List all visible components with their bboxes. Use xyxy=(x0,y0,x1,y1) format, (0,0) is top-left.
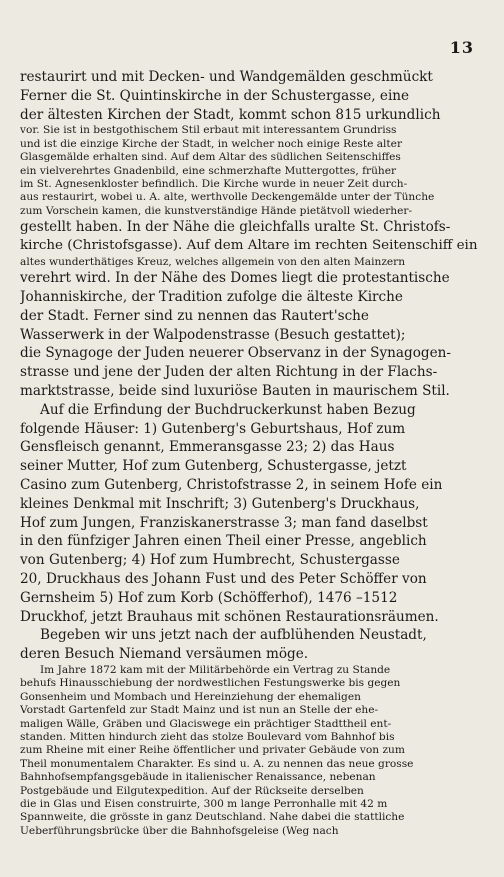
text-line: strasse und jene der Juden der alten Richtung in der Flachs- xyxy=(20,364,438,381)
text-line: die Synagoge der Juden neuerer Observanz in der Synagogen- xyxy=(20,345,451,362)
text-line: Casino zum Gutenberg, Christofstrasse 2, in seinem Hofe ein xyxy=(20,477,443,493)
text-line: Johanniskirche, der Tradition zufolge die älteste Kirche xyxy=(20,289,403,306)
text-line: aus restaurirt, wobei u. A. alte, werthvolle Deckengemälde unter der Tünche xyxy=(20,191,435,204)
page-number: 13 xyxy=(449,38,474,57)
text-line: 20, Druckhaus des Johann Fust und des Peter Schöffer von xyxy=(20,570,427,587)
text-line: der ältesten Kirchen der Stadt, kommt schon 815 urkundlich xyxy=(20,106,441,123)
text-line: im St. Agnesenkloster befindlich. Die Kirche wurde in neuer Zeit durch- xyxy=(20,178,408,191)
text-line: Bahnhofsempfangsgebäude in italienischer Renaissance, nebenan xyxy=(20,771,376,784)
text-line: Druckhof, jetzt Brauhaus mit schönen Restaurationsräumen. xyxy=(20,608,439,625)
text-line: marktstrasse, beide sind luxuriöse Bauten in maurischem Stil. xyxy=(20,383,450,400)
text-line: die in Glas und Eisen construirte, 300 m lange Perronhalle mit 42 m xyxy=(20,798,388,811)
text-line: ein vielverehrtes Gnadenbild, eine schmerzhafte Muttergottes, früher xyxy=(20,164,397,177)
text-line: seiner Mutter, Hof zum Gutenberg, Schustergasse, jetzt xyxy=(20,458,407,475)
text-line: Begeben wir uns jetzt nach der aufblühenden Neustadt, xyxy=(40,627,427,644)
text-line: verehrt wird. In der Nähe des Domes liegt die protestantische xyxy=(20,270,450,287)
text-line: zum Vorschein kamen, die kunstverständige Hände pietätvoll wiederher- xyxy=(20,204,413,217)
text-line: in den fünfziger Jahren einen Theil einer Presse, angeblich xyxy=(20,533,427,550)
text-line: restaurirt und mit Decken- und Wandgemälden geschmückt xyxy=(20,69,433,85)
text-line: kirche (Christofsgasse). Auf dem Altare im rechten Seitenschiff ein xyxy=(20,238,478,254)
text-line: Ferner die St. Quintinskirche in der Schustergasse, eine xyxy=(20,87,410,104)
text-line: Gernsheim 5) Hof zum Korb (Schöfferhof), 1476 –1512 xyxy=(20,589,398,606)
text-line: Theil monumentalem Charakter. Es sind u. A. zu nennen das neue grosse xyxy=(20,757,414,770)
body-text xyxy=(20,68,478,838)
text-line: Postgebäude und Eilgutexpedition. Auf der Rückseite derselben xyxy=(20,784,364,797)
text-line: der Stadt. Ferner sind zu nennen das Rautert'sche xyxy=(20,307,369,324)
text-line: Im Jahre 1872 kam mit der Militärbehörde ein Vertrag zu Stande xyxy=(40,663,391,676)
text-line: Spannweite, die grösste in ganz Deutschland. Nahe dabei die stattliche xyxy=(20,811,405,824)
text-line: Wasserwerk in der Walpodenstrasse (Besuch gestattet); xyxy=(20,326,406,343)
text-line: altes wunderthätiges Kreuz, welches allgemein von den alten Mainzern xyxy=(20,255,406,268)
text-line: Vorstadt Gartenfeld zur Stadt Mainz und ist nun an Stelle der ehe- xyxy=(20,704,379,717)
text-line: und ist die einzige Kirche der Stadt, in welcher noch einige Reste alter xyxy=(20,137,403,150)
text-line: Auf die Erfindung der Buchdruckerkunst haben Bezug xyxy=(40,401,416,418)
text-line: Ueberführungsbrücke über die Bahnhofsgeleise (Weg nach xyxy=(20,824,339,837)
text-line: behufs Hinausschiebung der nordwestlichen Festungswerke bis gegen xyxy=(20,677,401,690)
text-line: Glasgemälde erhalten sind. Auf dem Altar des südlichen Seitenschiffes xyxy=(20,151,401,164)
text-line: Gonsenheim und Mombach und Hereinziehung der ehemaligen xyxy=(20,690,361,703)
text-line: von Gutenberg; 4) Hof zum Humbrecht, Schustergasse xyxy=(20,552,400,569)
text-line: gestellt haben. In der Nähe die gleichfalls uralte St. Christofs- xyxy=(20,219,451,236)
text-line: vor. Sie ist in bestgothischem Stil erbaut mit interessantem Grundriss xyxy=(20,124,397,137)
text-line: Gensfleisch genannt, Emmeransgasse 23; 2) das Haus xyxy=(20,439,395,456)
text-line: Hof zum Jungen, Franziskanerstrasse 3; man fand daselbst xyxy=(20,514,428,531)
text-line: standen. Mitten hindurch zieht das stolze Boulevard vom Bahnhof bis xyxy=(20,731,395,743)
text-line: kleines Denkmal mit Inschrift; 3) Gutenberg's Druckhaus, xyxy=(20,495,420,512)
text-line: deren Besuch Niemand versäumen möge. xyxy=(20,646,309,663)
text-line: folgende Häuser: 1) Gutenberg's Geburtshaus, Hof zum xyxy=(20,420,406,437)
text-line: maligen Wälle, Gräben und Glaciswege ein prächtiger Stadttheil ent- xyxy=(20,717,392,730)
text-line: zum Rheine mit einer Reihe öffentlicher und privater Gebäude von zum xyxy=(20,744,405,757)
